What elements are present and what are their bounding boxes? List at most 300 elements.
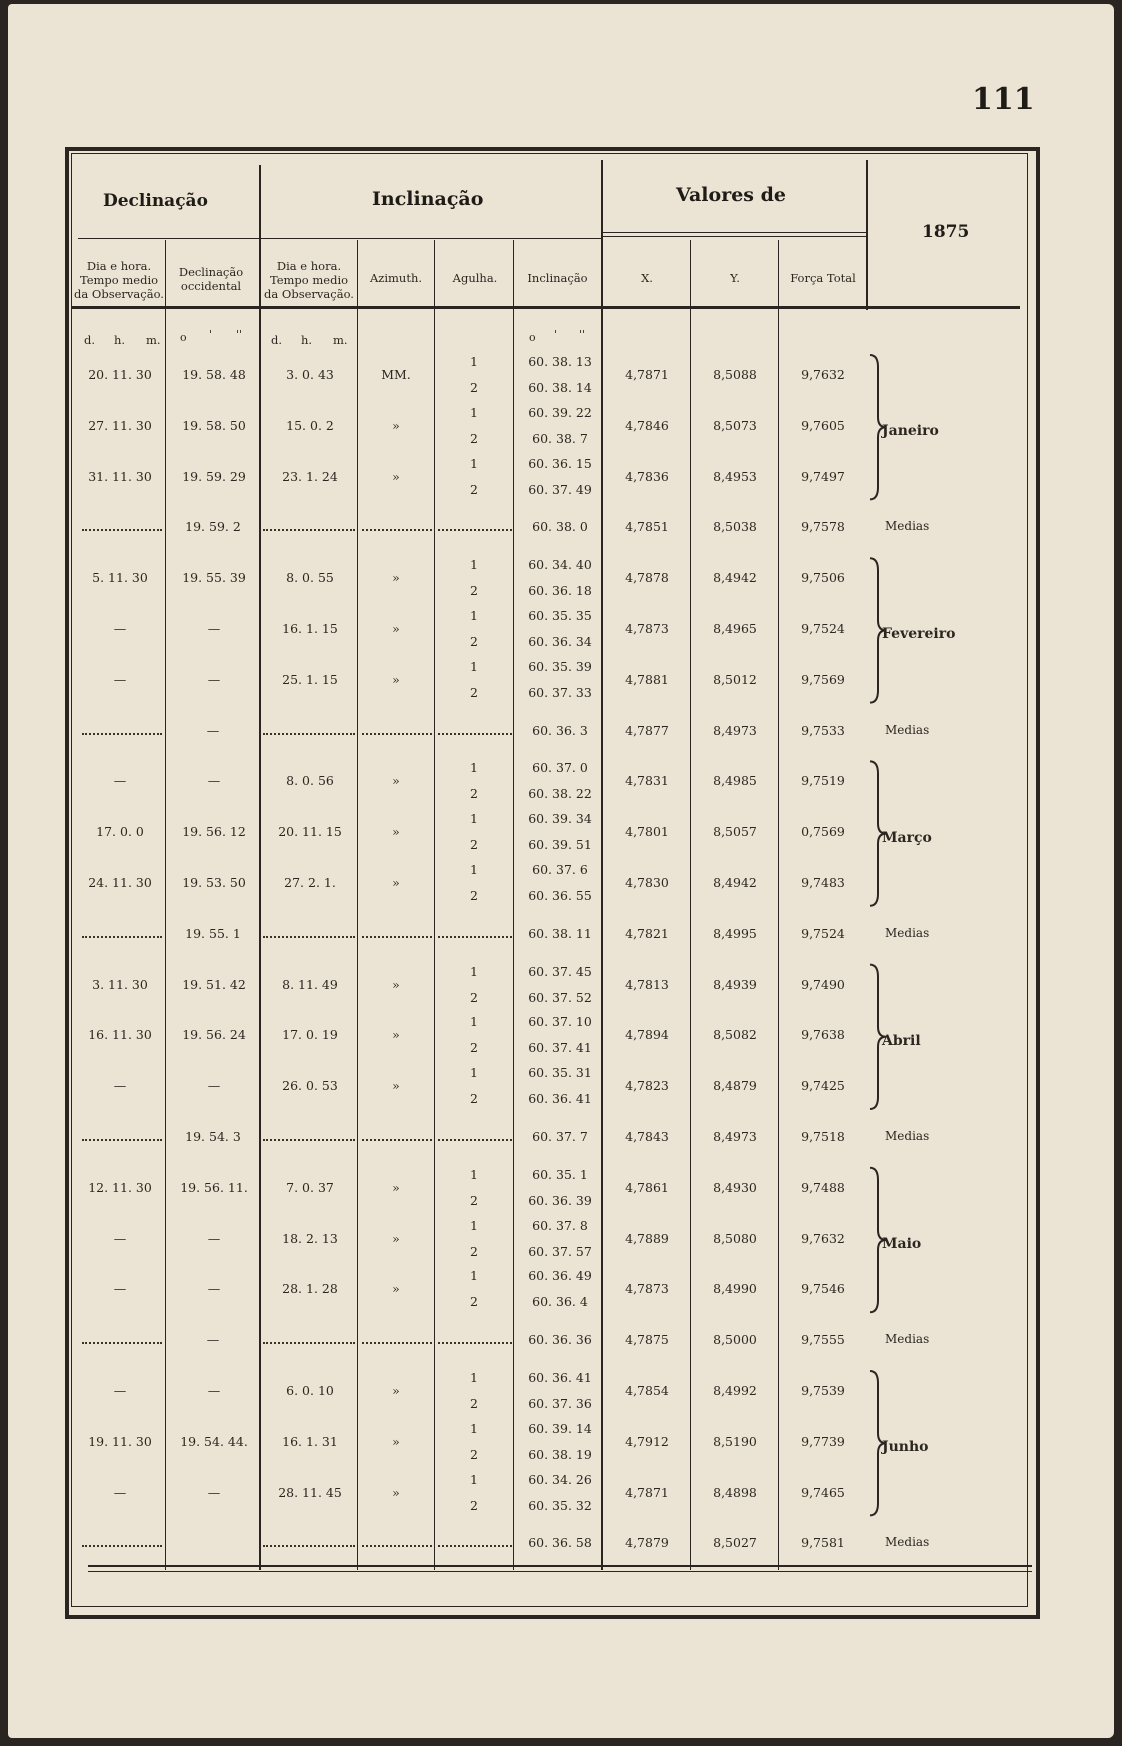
month-braces bbox=[866, 310, 896, 1570]
media-declinacao: — bbox=[206, 722, 220, 738]
subheader-rule bbox=[71, 306, 1020, 309]
declinacao-value: — bbox=[207, 1230, 221, 1246]
agulha-2: 2 bbox=[470, 481, 478, 497]
value-y: 8,5057 bbox=[713, 824, 757, 840]
dotted-leader bbox=[82, 1545, 162, 1547]
inclinacao-2: 60. 36. 4 bbox=[532, 1294, 588, 1310]
declinacao-value: — bbox=[207, 621, 221, 636]
dotted-leader bbox=[362, 1139, 432, 1141]
value-forca-total: 9,7506 bbox=[801, 570, 845, 586]
value-y: 8,4898 bbox=[713, 1484, 757, 1500]
observation-datetime: 17. 0. 0 bbox=[96, 824, 144, 840]
value-y: 8,5082 bbox=[713, 1027, 757, 1043]
inclinacao-1: 60. 37. 45 bbox=[528, 963, 592, 979]
agulha-1: 1 bbox=[470, 557, 478, 573]
col-line-7 bbox=[690, 240, 691, 1570]
header-rule bbox=[78, 238, 602, 239]
dotted-leader bbox=[438, 733, 512, 735]
inclinacao-datetime: 26. 0. 53 bbox=[282, 1078, 338, 1094]
declinacao-value: 19. 59. 29 bbox=[182, 468, 246, 484]
azimuth-value: » bbox=[392, 875, 400, 890]
agulha-1: 1 bbox=[470, 1268, 478, 1284]
value-x: 4,7873 bbox=[625, 621, 669, 636]
value-x: 4,7846 bbox=[625, 417, 669, 433]
dotted-leader bbox=[82, 529, 162, 531]
unit-deg-2: o bbox=[529, 331, 536, 344]
medias-label: Medias bbox=[885, 925, 930, 940]
value-forca-total: 9,7555 bbox=[801, 1332, 845, 1348]
value-forca-total: 9,7524 bbox=[801, 925, 845, 941]
unit-d-2: d. bbox=[271, 333, 283, 347]
agulha-2: 2 bbox=[470, 837, 478, 853]
value-x: 4,7881 bbox=[625, 671, 669, 687]
agulha-1: 1 bbox=[470, 811, 478, 827]
inclinacao-datetime: 16. 1. 15 bbox=[282, 621, 338, 636]
inclinacao-1: 60. 38. 13 bbox=[528, 354, 592, 369]
col-line-8 bbox=[778, 240, 779, 1570]
value-forca-total: 9,7483 bbox=[801, 875, 845, 890]
inclinacao-1: 60. 35. 35 bbox=[528, 608, 592, 623]
value-forca-total: 9,7490 bbox=[801, 976, 845, 992]
agulha-2: 2 bbox=[470, 1091, 478, 1107]
observation-datetime: 16. 11. 30 bbox=[88, 1027, 152, 1043]
dotted-leader bbox=[263, 529, 355, 531]
inclinacao-1: 60. 37. 6 bbox=[532, 862, 588, 877]
value-y: 8,4930 bbox=[713, 1179, 757, 1195]
inclinacao-1: 60. 37. 10 bbox=[528, 1014, 592, 1030]
agulha-2: 2 bbox=[470, 888, 478, 903]
month-label-junho: Junho bbox=[882, 1439, 929, 1456]
dotted-leader bbox=[438, 1342, 512, 1344]
unit-min-2: ' bbox=[554, 328, 558, 341]
inclinacao-1: 60. 39. 34 bbox=[528, 811, 592, 827]
subheader-dia-hora-declinacao: Dia e hora. Tempo medio da Observação. bbox=[74, 259, 164, 301]
value-forca-total: 9,7497 bbox=[801, 468, 845, 484]
value-x: 4,7813 bbox=[625, 976, 669, 992]
value-y: 8,4990 bbox=[713, 1281, 757, 1297]
agulha-2: 2 bbox=[470, 583, 478, 599]
inclinacao-2: 60. 36. 55 bbox=[528, 888, 592, 903]
declinacao-value: 19. 56. 11. bbox=[180, 1179, 248, 1195]
azimuth-value: » bbox=[392, 468, 400, 484]
observation-datetime: — bbox=[113, 1078, 127, 1094]
month-label-abril: Abril bbox=[882, 1032, 921, 1049]
dotted-leader bbox=[82, 733, 162, 735]
declinacao-value: 19. 56. 24 bbox=[182, 1027, 246, 1043]
value-y: 8,4942 bbox=[713, 570, 757, 586]
inclinacao-datetime: 17. 0. 19 bbox=[282, 1027, 338, 1043]
declinacao-value: — bbox=[207, 671, 221, 687]
value-forca-total: 9,7638 bbox=[801, 1027, 845, 1043]
value-x: 4,7801 bbox=[625, 824, 669, 840]
inclinacao-1: 60. 34. 26 bbox=[528, 1471, 592, 1487]
dotted-leader bbox=[438, 1139, 512, 1141]
inclinacao-1: 60. 37. 0 bbox=[532, 760, 588, 776]
medias-label: Medias bbox=[885, 722, 930, 737]
agulha-1: 1 bbox=[470, 1370, 478, 1385]
observation-datetime: 19. 11. 30 bbox=[88, 1433, 152, 1449]
value-x: 4,7836 bbox=[625, 468, 669, 484]
value-forca-total: 0,7569 bbox=[801, 824, 845, 840]
agulha-1: 1 bbox=[470, 1420, 478, 1436]
dotted-leader bbox=[438, 529, 512, 531]
dotted-leader bbox=[263, 936, 355, 938]
inclinacao-2: 60. 38. 14 bbox=[528, 380, 592, 395]
media-declinacao: 19. 54. 3 bbox=[185, 1129, 241, 1144]
value-x: 4,7873 bbox=[625, 1281, 669, 1297]
agulha-1: 1 bbox=[470, 963, 478, 979]
value-x: 4,7912 bbox=[625, 1433, 669, 1449]
value-forca-total: 9,7632 bbox=[801, 1230, 845, 1246]
month-label-janeiro: Janeiro bbox=[882, 423, 939, 440]
inclinacao-2: 60. 38. 19 bbox=[528, 1446, 592, 1462]
value-x: 4,7878 bbox=[625, 570, 669, 586]
agulha-2: 2 bbox=[470, 430, 478, 446]
dotted-leader bbox=[263, 1342, 355, 1344]
value-forca-total: 9,7425 bbox=[801, 1078, 845, 1094]
value-forca-total: 9,7533 bbox=[801, 722, 845, 738]
azimuth-value: » bbox=[392, 417, 400, 433]
agulha-1: 1 bbox=[470, 1471, 478, 1487]
inclinacao-datetime: 3. 0. 43 bbox=[286, 367, 334, 382]
value-forca-total: 9,7546 bbox=[801, 1281, 845, 1297]
inclinacao-1: 60. 35. 39 bbox=[528, 658, 592, 674]
unit-sec-2: '' bbox=[579, 328, 586, 341]
value-forca-total: 9,7569 bbox=[801, 671, 845, 687]
declinacao-value: 19. 51. 42 bbox=[182, 976, 246, 992]
inclinacao-1: 60. 39. 22 bbox=[528, 404, 592, 420]
dotted-leader bbox=[362, 1545, 432, 1547]
header-year: 1875 bbox=[922, 222, 970, 242]
unit-h-2: h. bbox=[301, 333, 313, 347]
media-inclinacao: 60. 38. 11 bbox=[528, 925, 592, 941]
value-x: 4,7894 bbox=[625, 1027, 669, 1043]
unit-m-2: m. bbox=[333, 333, 348, 347]
agulha-1: 1 bbox=[470, 455, 478, 471]
media-inclinacao: 60. 36. 58 bbox=[528, 1535, 592, 1551]
observation-datetime: — bbox=[113, 773, 127, 789]
agulha-2: 2 bbox=[470, 1497, 478, 1513]
inclinacao-2: 60. 37. 36 bbox=[528, 1396, 592, 1411]
azimuth-value: » bbox=[392, 976, 400, 992]
value-y: 8,4992 bbox=[713, 1383, 757, 1398]
azimuth-value: MM. bbox=[381, 367, 411, 382]
agulha-2: 2 bbox=[470, 1243, 478, 1259]
valores-header-rule bbox=[602, 232, 866, 237]
agulha-2: 2 bbox=[470, 380, 478, 395]
media-inclinacao: 60. 36. 3 bbox=[532, 722, 588, 738]
declinacao-value: 19. 58. 50 bbox=[182, 417, 246, 433]
col-line-5 bbox=[513, 240, 514, 1570]
unit-m: m. bbox=[146, 333, 161, 347]
observation-datetime: — bbox=[113, 1383, 127, 1398]
unit-sec: '' bbox=[236, 328, 243, 341]
agulha-1: 1 bbox=[470, 404, 478, 420]
value-y: 8,5000 bbox=[713, 1332, 757, 1348]
dotted-leader bbox=[362, 936, 432, 938]
dotted-leader bbox=[362, 1342, 432, 1344]
agulha-1: 1 bbox=[470, 760, 478, 776]
dotted-leader bbox=[263, 733, 355, 735]
dotted-leader bbox=[438, 936, 512, 938]
declinacao-value: — bbox=[207, 1383, 221, 1398]
azimuth-value: » bbox=[392, 773, 400, 789]
value-x: 4,7877 bbox=[625, 722, 669, 738]
month-label-março: Março bbox=[882, 829, 932, 846]
declinacao-value: 19. 55. 39 bbox=[182, 570, 246, 586]
unit-d: d. bbox=[84, 333, 96, 347]
value-x: 4,7871 bbox=[625, 367, 669, 382]
inclinacao-datetime: 28. 1. 28 bbox=[282, 1281, 338, 1297]
value-x: 4,7823 bbox=[625, 1078, 669, 1094]
value-forca-total: 9,7518 bbox=[801, 1129, 845, 1144]
dotted-leader bbox=[362, 529, 432, 531]
subheader-forca-total: Força Total bbox=[790, 271, 856, 285]
declinacao-value: 19. 53. 50 bbox=[182, 875, 246, 890]
inclinacao-1: 60. 36. 41 bbox=[528, 1370, 592, 1385]
agulha-2: 2 bbox=[470, 1040, 478, 1056]
inclinacao-datetime: 8. 0. 56 bbox=[286, 773, 334, 789]
value-x: 4,7889 bbox=[625, 1230, 669, 1246]
inclinacao-2: 60. 36. 41 bbox=[528, 1091, 592, 1107]
value-y: 8,4939 bbox=[713, 976, 757, 992]
inclinacao-2: 60. 36. 39 bbox=[528, 1192, 592, 1208]
value-forca-total: 9,7488 bbox=[801, 1179, 845, 1195]
inclinacao-1: 60. 35. 31 bbox=[528, 1065, 592, 1081]
agulha-1: 1 bbox=[470, 658, 478, 674]
dotted-leader bbox=[263, 1139, 355, 1141]
azimuth-value: » bbox=[392, 1230, 400, 1246]
agulha-2: 2 bbox=[470, 989, 478, 1005]
value-y: 8,4973 bbox=[713, 1129, 757, 1144]
col-divider-year bbox=[866, 160, 868, 310]
agulha-1: 1 bbox=[470, 1217, 478, 1233]
value-forca-total: 9,7605 bbox=[801, 417, 845, 433]
dotted-leader bbox=[263, 1545, 355, 1547]
month-label-fevereiro: Fevereiro bbox=[882, 626, 956, 643]
declinacao-value: — bbox=[207, 1281, 221, 1297]
dotted-leader bbox=[438, 1545, 512, 1547]
agulha-1: 1 bbox=[470, 1065, 478, 1081]
subheader-azimuth: Azimuth. bbox=[369, 271, 423, 285]
col-line-3 bbox=[357, 240, 358, 1570]
inclinacao-1: 60. 36. 49 bbox=[528, 1268, 592, 1284]
agulha-1: 1 bbox=[470, 354, 478, 369]
azimuth-value: » bbox=[392, 1179, 400, 1195]
azimuth-value: » bbox=[392, 824, 400, 840]
agulha-2: 2 bbox=[470, 1446, 478, 1462]
observation-datetime: 20. 11. 30 bbox=[88, 367, 152, 382]
unit-deg: o bbox=[180, 331, 187, 344]
value-y: 8,4973 bbox=[713, 722, 757, 738]
dotted-leader bbox=[82, 1139, 162, 1141]
value-forca-total: 9,7519 bbox=[801, 773, 845, 789]
agulha-2: 2 bbox=[470, 1294, 478, 1310]
declinacao-value: 19. 54. 44. bbox=[180, 1433, 248, 1449]
value-forca-total: 9,7539 bbox=[801, 1383, 845, 1398]
value-y: 8,4995 bbox=[713, 925, 757, 941]
medias-label: Medias bbox=[885, 1332, 930, 1347]
value-y: 8,5012 bbox=[713, 671, 757, 687]
value-x: 4,7879 bbox=[625, 1535, 669, 1551]
value-x: 4,7831 bbox=[625, 773, 669, 789]
subheader-agulha: Agulha. bbox=[452, 271, 498, 285]
observation-datetime: — bbox=[113, 671, 127, 687]
value-forca-total: 9,7465 bbox=[801, 1484, 845, 1500]
inclinacao-datetime: 23. 1. 24 bbox=[282, 468, 338, 484]
inclinacao-2: 60. 39. 51 bbox=[528, 837, 592, 853]
agulha-1: 1 bbox=[470, 1014, 478, 1030]
inclinacao-1: 60. 37. 8 bbox=[532, 1217, 588, 1233]
declinacao-value: — bbox=[207, 1484, 221, 1500]
azimuth-value: » bbox=[392, 621, 400, 636]
col-line-4 bbox=[434, 240, 435, 1570]
observation-datetime: 5. 11. 30 bbox=[92, 570, 148, 586]
inclinacao-datetime: 28. 11. 45 bbox=[278, 1484, 342, 1500]
value-forca-total: 9,7632 bbox=[801, 367, 845, 382]
dotted-leader bbox=[362, 733, 432, 735]
value-x: 4,7861 bbox=[625, 1179, 669, 1195]
value-x: 4,7830 bbox=[625, 875, 669, 890]
subheader-x: X. bbox=[641, 271, 653, 285]
subheader-y: Y. bbox=[730, 271, 740, 285]
inclinacao-datetime: 25. 1. 15 bbox=[282, 671, 338, 687]
agulha-2: 2 bbox=[470, 684, 478, 700]
dotted-leader bbox=[82, 936, 162, 938]
inclinacao-2: 60. 37. 49 bbox=[528, 481, 592, 497]
value-x: 4,7821 bbox=[625, 925, 669, 941]
declinacao-value: — bbox=[207, 1078, 221, 1094]
agulha-1: 1 bbox=[470, 608, 478, 623]
observation-datetime: 24. 11. 30 bbox=[88, 875, 152, 890]
media-inclinacao: 60. 38. 0 bbox=[532, 519, 588, 535]
value-y: 8,4942 bbox=[713, 875, 757, 890]
value-x: 4,7871 bbox=[625, 1484, 669, 1500]
value-y: 8,4953 bbox=[713, 468, 757, 484]
declinacao-value: 19. 58. 48 bbox=[182, 367, 246, 382]
inclinacao-datetime: 8. 11. 49 bbox=[282, 976, 338, 992]
observation-datetime: 12. 11. 30 bbox=[88, 1179, 152, 1195]
month-label-maio: Maio bbox=[882, 1236, 922, 1252]
inclinacao-datetime: 20. 11. 15 bbox=[278, 824, 342, 840]
observation-datetime: 27. 11. 30 bbox=[88, 417, 152, 433]
inclinacao-2: 60. 37. 57 bbox=[528, 1243, 592, 1259]
agulha-2: 2 bbox=[470, 634, 478, 649]
subheader-dia-hora-inclinacao: Dia e hora. Tempo medio da Observação. bbox=[264, 259, 354, 301]
inclinacao-2: 60. 37. 52 bbox=[528, 989, 592, 1005]
media-declinacao: 19. 55. 1 bbox=[185, 925, 241, 941]
inclinacao-1: 60. 35. 1 bbox=[532, 1166, 588, 1182]
value-y: 8,5088 bbox=[713, 367, 757, 382]
agulha-1: 1 bbox=[470, 1166, 478, 1182]
azimuth-value: » bbox=[392, 1383, 400, 1398]
medias-label: Medias bbox=[885, 1535, 930, 1550]
inclinacao-2: 60. 37. 41 bbox=[528, 1040, 592, 1056]
value-y: 8,4879 bbox=[713, 1078, 757, 1094]
value-x: 4,7854 bbox=[625, 1383, 669, 1398]
inclinacao-datetime: 8. 0. 55 bbox=[286, 570, 334, 586]
observation-datetime: — bbox=[113, 621, 127, 636]
value-y: 8,4985 bbox=[713, 773, 757, 789]
media-declinacao: 19. 59. 2 bbox=[185, 519, 241, 535]
agulha-2: 2 bbox=[470, 1396, 478, 1411]
azimuth-value: » bbox=[392, 1281, 400, 1297]
observation-datetime: — bbox=[113, 1484, 127, 1500]
inclinacao-datetime: 7. 0. 37 bbox=[286, 1179, 334, 1195]
inclinacao-datetime: 6. 0. 10 bbox=[286, 1383, 334, 1398]
value-forca-total: 9,7581 bbox=[801, 1535, 845, 1551]
value-y: 8,5073 bbox=[713, 417, 757, 433]
inclinacao-2: 60. 37. 33 bbox=[528, 684, 592, 700]
observation-datetime: — bbox=[113, 1281, 127, 1297]
azimuth-value: » bbox=[392, 1027, 400, 1043]
azimuth-value: » bbox=[392, 570, 400, 586]
value-y: 8,5027 bbox=[713, 1535, 757, 1551]
inclinacao-2: 60. 36. 18 bbox=[528, 583, 592, 599]
value-forca-total: 9,7578 bbox=[801, 519, 845, 535]
header-inclinacao: Inclinação bbox=[372, 188, 484, 210]
value-forca-total: 9,7524 bbox=[801, 621, 845, 636]
media-inclinacao: 60. 36. 36 bbox=[528, 1332, 592, 1348]
inclinacao-1: 60. 36. 15 bbox=[528, 455, 592, 471]
observation-datetime: 31. 11. 30 bbox=[88, 468, 152, 484]
declinacao-value: 19. 56. 12 bbox=[182, 824, 246, 840]
inclinacao-datetime: 15. 0. 2 bbox=[286, 417, 334, 433]
value-y: 8,5190 bbox=[713, 1433, 757, 1449]
value-y: 8,5080 bbox=[713, 1230, 757, 1246]
medias-label: Medias bbox=[885, 519, 930, 534]
value-x: 4,7843 bbox=[625, 1129, 669, 1144]
inclinacao-1: 60. 34. 40 bbox=[528, 557, 592, 573]
azimuth-value: » bbox=[392, 1484, 400, 1500]
agulha-1: 1 bbox=[470, 862, 478, 877]
value-y: 8,5038 bbox=[713, 519, 757, 535]
inclinacao-2: 60. 35. 32 bbox=[528, 1497, 592, 1513]
agulha-2: 2 bbox=[470, 786, 478, 802]
inclinacao-2: 60. 36. 34 bbox=[528, 634, 592, 649]
media-declinacao: — bbox=[206, 1332, 220, 1348]
observation-datetime: 3. 11. 30 bbox=[92, 976, 148, 992]
inclinacao-datetime: 16. 1. 31 bbox=[282, 1433, 338, 1449]
subheader-declinacao-occidental: Declinação occidental bbox=[178, 265, 244, 293]
subheader-inclinacao: Inclinação bbox=[527, 271, 588, 285]
inclinacao-datetime: 27. 2. 1. bbox=[284, 875, 336, 890]
value-forca-total: 9,7739 bbox=[801, 1433, 845, 1449]
inclinacao-2: 60. 38. 7 bbox=[532, 430, 588, 446]
dotted-leader bbox=[82, 1342, 162, 1344]
col-line-1 bbox=[165, 240, 166, 1570]
value-x: 4,7875 bbox=[625, 1332, 669, 1348]
agulha-2: 2 bbox=[470, 1192, 478, 1208]
unit-h: h. bbox=[114, 333, 126, 347]
inclinacao-2: 60. 38. 22 bbox=[528, 786, 592, 802]
unit-min: ' bbox=[209, 328, 213, 341]
value-x: 4,7851 bbox=[625, 519, 669, 535]
declinacao-value: — bbox=[207, 773, 221, 789]
page-number: 111 bbox=[972, 82, 1035, 117]
value-y: 8,4965 bbox=[713, 621, 757, 636]
media-inclinacao: 60. 37. 7 bbox=[532, 1129, 588, 1144]
azimuth-value: » bbox=[392, 1078, 400, 1094]
inclinacao-datetime: 18. 2. 13 bbox=[282, 1230, 338, 1246]
medias-label: Medias bbox=[885, 1129, 930, 1143]
azimuth-value: » bbox=[392, 1433, 400, 1449]
bottom-rule-thin bbox=[88, 1571, 1032, 1572]
header-valores: Valores de bbox=[676, 184, 786, 206]
azimuth-value: » bbox=[392, 671, 400, 687]
observation-datetime: — bbox=[113, 1230, 127, 1246]
header-declinacao: Declinação bbox=[103, 191, 208, 211]
